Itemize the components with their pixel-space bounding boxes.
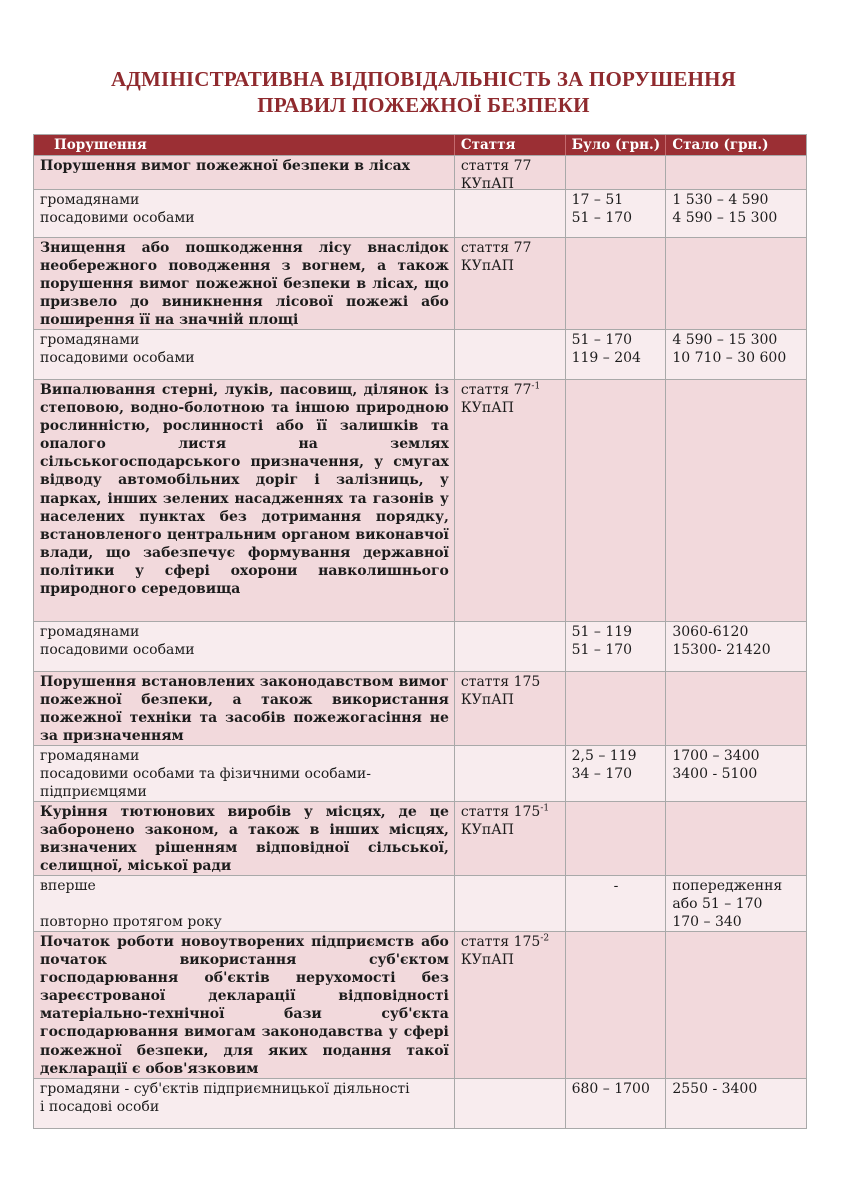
subject-line: громадяни - суб'єктів підприємницької діяльності	[40, 1081, 410, 1097]
became-value: 3060-6120	[672, 624, 749, 640]
was-value: 34 – 170	[571, 766, 633, 783]
was-value: -	[613, 878, 619, 894]
subject-line	[40, 895, 449, 913]
was-value: 2,5 – 119	[571, 748, 637, 764]
article-code: КУпАП	[460, 258, 514, 275]
header-became: Стало (грн.)	[672, 137, 769, 153]
table-subrow	[34, 189, 806, 237]
violation-text: Куріння тютюнових виробів у місцях, де це заборонено законом, а також в інших місцях, визначених рішенням відповідної сільської, селищної, міської ради	[34, 802, 455, 875]
article-empty	[455, 622, 566, 671]
was-empty	[566, 238, 667, 329]
was-cell	[566, 746, 667, 801]
page-title	[0, 66, 847, 118]
became-value: 3400 - 5100	[672, 766, 758, 783]
was-empty	[566, 672, 667, 745]
article-cell	[455, 672, 566, 745]
was-value: 51 – 170	[571, 332, 633, 348]
became-value: 170 – 340	[672, 914, 742, 931]
was-value: 119 – 204	[571, 350, 641, 367]
article-number: стаття 175	[460, 934, 541, 950]
was-value: 17 – 51	[571, 192, 624, 208]
article-cell	[455, 802, 566, 875]
article-code: КУпАП	[460, 952, 514, 969]
was-empty	[566, 156, 667, 189]
subject-cell	[34, 190, 455, 237]
became-value: 1 530 – 4 590	[672, 192, 769, 208]
table-subrow	[34, 1078, 806, 1128]
violation-text: Випалювання стерні, луків, пасовищ, ділянок із степовою, водно-болотною та іншою природною рослинністю, рослинності або її залишків та опалого листя на землях сільськогосподарського призначення, у смугах відводу автомобільних доріг і залізниць, у парках, інших зелених насадженнях та газонів у населених пунктах без дотримання порядку, встановленого центральним органом виконавчої влади, що забезпечує формування державної політики у сфері охорони навколишнього природного середовища	[34, 380, 455, 621]
became-value: 4 590 – 15 300	[672, 332, 778, 348]
became-value: 2550 - 3400	[672, 1081, 758, 1097]
table-header-row	[34, 135, 806, 155]
table-row	[34, 931, 806, 1078]
was-cell	[566, 622, 667, 671]
became-value: 4 590 – 15 300	[672, 210, 778, 227]
page-title-line-1: АДМІНІСТРАТИВНА ВІДПОВІДАЛЬНІСТЬ ЗА ПОРУШЕННЯ	[110, 67, 737, 91]
became-cell	[666, 1079, 806, 1128]
became-empty	[666, 238, 806, 329]
subject-line: підприємцями	[40, 784, 147, 801]
table-row	[34, 155, 806, 189]
was-empty	[566, 380, 667, 621]
article-cell	[455, 380, 566, 621]
table-subrow	[34, 745, 806, 801]
became-value: попередження	[672, 878, 783, 894]
article-empty	[455, 190, 566, 237]
subject-cell	[34, 1079, 455, 1128]
table-subrow	[34, 329, 806, 379]
article-number: стаття 77	[460, 382, 532, 398]
table-row	[34, 671, 806, 745]
article-cell	[455, 238, 566, 329]
became-cell	[666, 330, 806, 379]
violation-text: Початок роботи новоутворених підприємств або початок використання суб'єктом господарювання об'єктів нерухомості без зареєстрованої декларації відповідності матеріально-технічної бази суб'єкта господарювання вимогам законодавства у сфері пожежної безпеки, для яких подання такої декларації є обов'язковим	[34, 932, 455, 1078]
subject-line: посадовими особами	[40, 210, 195, 227]
article-code: КУпАП	[460, 692, 514, 709]
became-empty	[666, 932, 806, 1078]
was-empty	[566, 802, 667, 875]
article-cell	[455, 932, 566, 1078]
article-suffix: -2	[540, 933, 550, 944]
was-cell	[566, 330, 667, 379]
article-number: стаття 175	[460, 804, 541, 820]
article-suffix: -1	[531, 381, 541, 392]
was-value: 51 – 119	[571, 624, 633, 640]
page-title-line-2: ПРАВИЛ ПОЖЕЖНОЇ БЕЗПЕКИ	[257, 93, 590, 117]
violation-text: Знищення або пошкодження лісу внаслідок необережного поводження з вогнем, а також порушення вимог пожежної безпеки в лісах, що призвело до виникнення лісової пожежі або поширення її на значній площі	[34, 238, 455, 329]
header-article: Стаття	[455, 135, 566, 155]
table-subrow	[34, 875, 806, 931]
article-empty	[455, 330, 566, 379]
subject-line: посадовими особами	[40, 350, 195, 367]
article-suffix: -1	[540, 803, 550, 814]
article-code: КУпАП	[460, 400, 514, 417]
became-empty	[666, 156, 806, 189]
article-number: стаття 77	[460, 158, 532, 174]
violation-text: Порушення вимог пожежної безпеки в лісах	[34, 156, 455, 189]
became-empty	[666, 380, 806, 621]
subject-cell	[34, 622, 455, 671]
subject-cell	[34, 746, 455, 801]
subject-line: громадянами	[40, 332, 140, 348]
became-cell	[666, 746, 806, 801]
was-cell	[566, 876, 667, 931]
table-subrow	[34, 621, 806, 671]
subject-line: повторно протягом року	[40, 914, 222, 931]
became-value: 10 710 – 30 600	[672, 350, 787, 367]
subject-line: і посадові особи	[40, 1099, 160, 1116]
was-value: 680 – 1700	[571, 1081, 650, 1097]
article-empty	[455, 1079, 566, 1128]
penalties-table	[33, 134, 807, 1129]
subject-line: посадовими особами	[40, 642, 195, 659]
was-cell	[566, 1079, 667, 1128]
subject-cell	[34, 330, 455, 379]
header-violation: Порушення	[34, 135, 455, 155]
subject-line: громадянами	[40, 624, 140, 640]
article-code: КУпАП	[460, 176, 514, 189]
violation-text: Порушення встановлених законодавством вимог пожежної безпеки, а також використання пожежної техніки та засобів пожежогасіння не за призначенням	[34, 672, 455, 745]
was-value: 51 – 170	[571, 642, 633, 659]
table-row	[34, 801, 806, 875]
became-empty	[666, 672, 806, 745]
became-cell	[666, 190, 806, 237]
table-row	[34, 379, 806, 621]
became-value: 15300- 21420	[672, 642, 771, 659]
header-was: Було (грн.)	[566, 135, 667, 155]
became-value: або 51 – 170	[672, 896, 763, 913]
subject-line: громадянами	[40, 748, 140, 764]
article-number: стаття 175	[460, 674, 541, 690]
was-value: 51 – 170	[571, 210, 633, 227]
became-value: 1700 – 3400	[672, 748, 760, 764]
subject-line: громадянами	[40, 192, 140, 208]
subject-cell	[34, 876, 455, 931]
became-cell	[666, 876, 806, 931]
became-cell	[666, 622, 806, 671]
was-cell	[566, 190, 667, 237]
became-empty	[666, 802, 806, 875]
was-empty	[566, 932, 667, 1078]
table-row	[34, 237, 806, 329]
article-empty	[455, 876, 566, 931]
article-code: КУпАП	[460, 822, 514, 839]
article-number: стаття 77	[460, 240, 532, 256]
article-cell	[455, 156, 566, 189]
subject-line: посадовими особами та фізичними особами-	[40, 766, 371, 783]
subject-line: вперше	[40, 878, 96, 894]
article-empty	[455, 746, 566, 801]
